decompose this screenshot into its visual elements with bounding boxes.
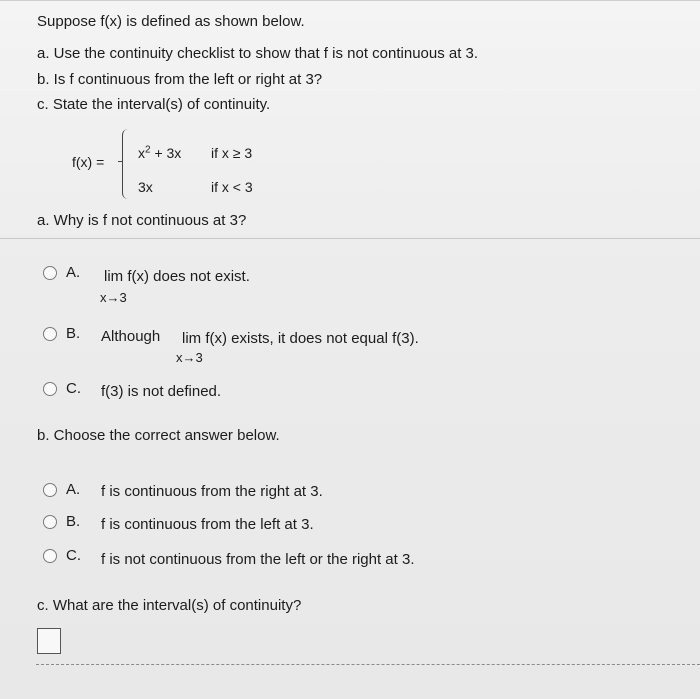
section-divider (0, 238, 700, 239)
part-b-option-b-radio[interactable] (43, 515, 57, 529)
part-a-option-a-letter: A. (66, 264, 81, 281)
piece2-condition: if x < 3 (211, 179, 253, 195)
part-b-option-a-letter: A. (66, 481, 81, 498)
intro-part-a: a. Use the continuity checklist to show that f is not continuous at 3. (37, 45, 479, 62)
part-a-option-a-radio[interactable] (43, 266, 57, 280)
piecewise-brace-tip (118, 161, 123, 162)
part-a-option-b-radio[interactable] (43, 327, 57, 341)
part-a-option-b-text[interactable]: lim f(x) exists, it does not equal f(3). (182, 330, 419, 347)
function-lhs: f(x) = (72, 154, 105, 170)
intro-line: Suppose f(x) is defined as shown below. (37, 13, 305, 30)
part-b-question: b. Choose the correct answer below. (37, 427, 280, 444)
part-a-option-b-text-pre[interactable]: Although (101, 328, 161, 345)
part-b-option-a-radio[interactable] (43, 483, 57, 497)
part-a-question: a. Why is f not continuous at 3? (37, 212, 247, 229)
part-a-option-b-letter: B. (66, 325, 81, 342)
part-b-option-c-radio[interactable] (43, 549, 57, 563)
interval-answer-box[interactable] (37, 628, 61, 654)
cutoff-dashed-line (36, 664, 700, 666)
intro-part-b: b. Is f continuous from the left or right at 3? (37, 71, 323, 88)
part-b-option-b-letter: B. (66, 513, 81, 530)
part-b-option-c-text[interactable]: f is not continuous from the left or the right at 3. (101, 551, 415, 568)
intro-part-c: c. State the interval(s) of continuity. (37, 96, 271, 113)
part-a-option-c-letter: C. (66, 380, 81, 397)
piece2-expression: 3x (138, 179, 153, 195)
part-a-option-a-limit-sub: x→3 (100, 290, 127, 305)
part-b-option-a-text[interactable]: f is continuous from the right at 3. (101, 483, 323, 500)
part-a-option-b-limit-sub: x→3 (176, 350, 203, 365)
piece1-expression: $x^2 + 3x$ (138, 144, 182, 161)
part-a-option-c-radio[interactable] (43, 382, 57, 396)
piece1-condition: if x ≥ 3 (211, 145, 253, 161)
part-a-option-c-text[interactable]: f(3) is not defined. (101, 383, 222, 400)
part-a-option-a-text[interactable]: lim f(x) does not exist. (104, 268, 250, 285)
part-b-option-c-letter: C. (66, 547, 81, 564)
part-b-option-b-text[interactable]: f is continuous from the left at 3. (101, 516, 314, 533)
top-divider (0, 0, 700, 1)
piecewise-brace (122, 129, 129, 199)
part-c-question: c. What are the interval(s) of continuity? (37, 597, 302, 614)
